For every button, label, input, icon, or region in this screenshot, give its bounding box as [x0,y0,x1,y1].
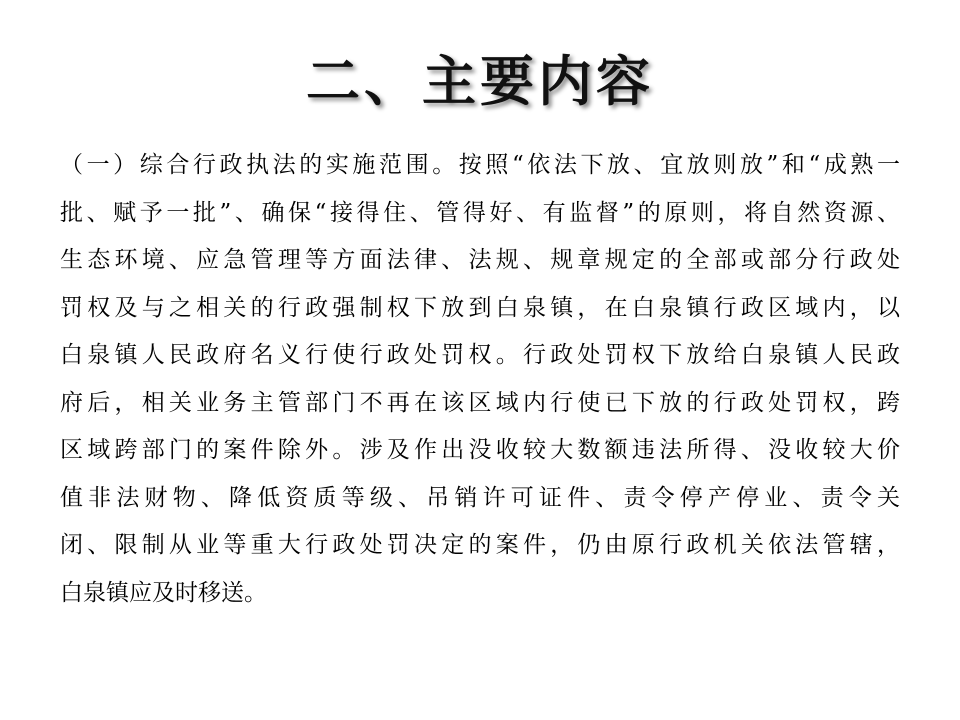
body-line: 罚权及与之相关的行政强制权下放到白泉镇，在白泉镇行政区域内，以 [60,294,900,321]
body-text [60,142,900,617]
body-line: 府后，相关业务主管部门不再在该区域内行使已下放的行政处罚权，跨 [60,389,900,416]
body-line: 闭、限制从业等重大行政处罚决定的案件，仍由原行政机关依法管辖， [60,532,900,558]
body-line: 生态环境、应急管理等方面法律、法规、规章规定的全部或部分行政处 [60,247,900,273]
body-line: 批、赋予一批”、确保“接得住、管得好、有监督”的原则，将自然资源、 [60,199,900,226]
body-line: 白泉镇人民政府名义行使行政处罚权。行政处罚权下放给白泉镇人民政 [60,342,900,368]
body-line: 白泉镇应及时移送。 [60,579,267,606]
body-line: 区域跨部门的案件除外。涉及作出没收较大数额违法所得、没收较大价 [60,437,900,463]
body-line: 值非法财物、降低资质等级、吊销许可证件、责令停产停业、责令关 [60,484,900,511]
slide-title: 二、主要内容 [306,50,654,113]
body-line: （一）综合行政执法的实施范围。按照“依法下放、宜放则放”和“成熟一 [60,152,900,178]
